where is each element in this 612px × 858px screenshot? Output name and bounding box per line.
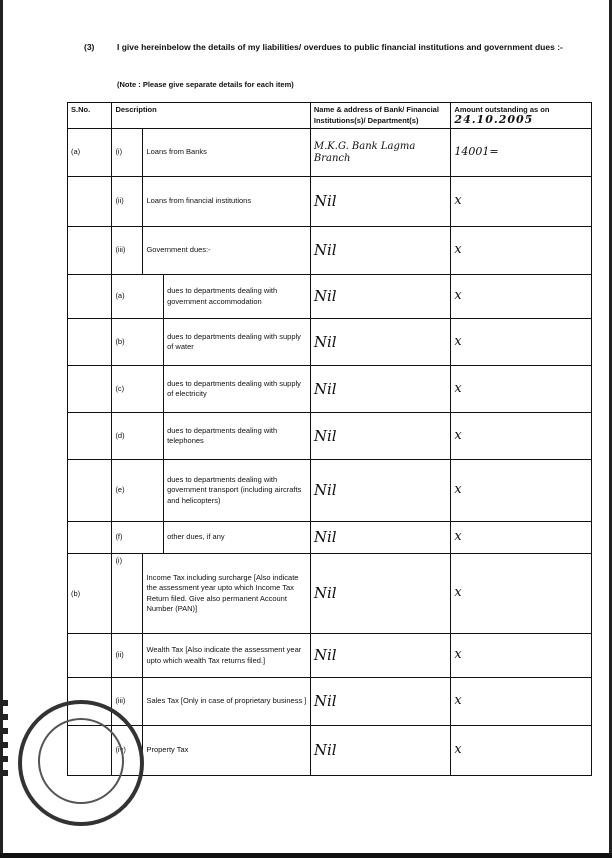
handwritten-cross: x <box>451 726 592 776</box>
row-sno: (b) <box>68 554 112 634</box>
handwritten-nil: Nil <box>310 413 451 460</box>
row-number: (iii) <box>112 227 143 275</box>
row-sno-empty <box>68 460 112 522</box>
handwritten-cross: x <box>451 227 592 275</box>
handwritten-nil: Nil <box>310 678 451 726</box>
table-row <box>68 275 592 319</box>
handwritten-nil: Nil <box>310 634 451 678</box>
table-row <box>68 177 592 227</box>
liabilities-table <box>67 102 592 776</box>
handwritten-nil: Nil <box>310 554 451 634</box>
row-number: (ii) <box>112 177 143 227</box>
table-row <box>68 554 592 634</box>
row-sno-empty <box>68 366 112 413</box>
row-number: (ii) <box>112 634 143 678</box>
handwritten-cross: x <box>451 678 592 726</box>
row-sno-empty <box>68 522 112 554</box>
row-number: (i) <box>112 129 143 177</box>
row-sub-letter: (b) <box>112 319 164 366</box>
header-amount-label: Amount outstanding as on <box>454 105 550 114</box>
handwritten-cross: x <box>451 460 592 522</box>
row-description: dues to departments dealing with government transport (including aircrafts and helicopters) <box>164 460 311 522</box>
row-description: Loans from Banks <box>143 129 310 177</box>
scan-margin-marks <box>2 700 8 780</box>
row-number: (iii) <box>112 678 143 726</box>
header-name-address: Name & address of Bank/ Financial Institutions(s)/ Department(s) <box>310 103 451 129</box>
row-sno-empty <box>68 275 112 319</box>
paragraph-number: (3) <box>84 42 95 52</box>
row-sub-letter: (d) <box>112 413 164 460</box>
handwritten-nil: Nil <box>310 177 451 227</box>
row-sub-letter: (e) <box>112 460 164 522</box>
row-description: Loans from financial institutions <box>143 177 310 227</box>
row-description: Income Tax including surcharge [Also indicate the assessment year upto which Income Tax Return filed. Give also permanent Account Number (PAN)] <box>143 554 310 634</box>
row-description: dues to departments dealing with supply of electricity <box>164 366 311 413</box>
table-row <box>68 678 592 726</box>
row-sub-letter: (c) <box>112 366 164 413</box>
handwritten-cross: x <box>451 634 592 678</box>
handwritten-nil: Nil <box>310 726 451 776</box>
header-amount <box>451 103 592 129</box>
row-description: dues to departments dealing with government accommodation <box>164 275 311 319</box>
handwritten-nil: Nil <box>310 460 451 522</box>
table-row <box>68 522 592 554</box>
row-description: Property Tax <box>143 726 310 776</box>
row-sno-empty <box>68 634 112 678</box>
handwritten-cross: x <box>451 522 592 554</box>
row-number: (i) <box>112 554 143 634</box>
paragraph-note: (Note : Please give separate details for each item) <box>117 80 294 89</box>
header-row <box>68 103 592 129</box>
table-row <box>68 129 592 177</box>
row-sno-empty <box>68 227 112 275</box>
header-description: Description <box>112 103 310 129</box>
handwritten-nil: Nil <box>310 319 451 366</box>
table-row <box>68 634 592 678</box>
row-description: Government dues:- <box>143 227 310 275</box>
table-row <box>68 227 592 275</box>
handwritten-cross: x <box>451 413 592 460</box>
handwritten-cross: x <box>451 275 592 319</box>
handwritten-nil: Nil <box>310 366 451 413</box>
row-sno-empty <box>68 413 112 460</box>
handwritten-bank-name: M.K.G. Bank Lagma Branch <box>310 129 451 177</box>
paragraph-text: I give hereinbelow the details of my liabilities/ overdues to public financial institutions and government dues :- <box>117 42 563 52</box>
row-description: other dues, if any <box>164 522 311 554</box>
handwritten-cross: x <box>451 177 592 227</box>
handwritten-cross: x <box>451 366 592 413</box>
row-sub-letter: (f) <box>112 522 164 554</box>
header-amount-date: 24.10.2005 <box>454 113 534 126</box>
handwritten-nil: Nil <box>310 227 451 275</box>
table-row <box>68 460 592 522</box>
page-bottom-edge <box>0 853 612 858</box>
handwritten-nil: Nil <box>310 275 451 319</box>
seal-inner-ring <box>38 718 124 804</box>
row-sno-empty <box>68 319 112 366</box>
row-sub-letter: (a) <box>112 275 164 319</box>
table-row <box>68 366 592 413</box>
handwritten-cross: x <box>451 319 592 366</box>
handwritten-cross: x <box>451 554 592 634</box>
header-sno: S.No. <box>68 103 112 129</box>
handwritten-nil: Nil <box>310 522 451 554</box>
table-row <box>68 413 592 460</box>
row-description: Sales Tax [Only in case of proprietary business ] <box>143 678 310 726</box>
table-row <box>68 319 592 366</box>
row-sno: (a) <box>68 129 112 177</box>
row-description: dues to departments dealing with telephones <box>164 413 311 460</box>
table-row <box>68 726 592 776</box>
row-description: Wealth Tax [Also indicate the assessment year upto which wealth Tax returns filed.] <box>143 634 310 678</box>
row-number: (iv) <box>112 726 143 776</box>
official-seal-stamp <box>18 700 144 826</box>
handwritten-amount: 14001= <box>451 129 592 177</box>
row-description: dues to departments dealing with supply of water <box>164 319 311 366</box>
row-sno-empty <box>68 177 112 227</box>
